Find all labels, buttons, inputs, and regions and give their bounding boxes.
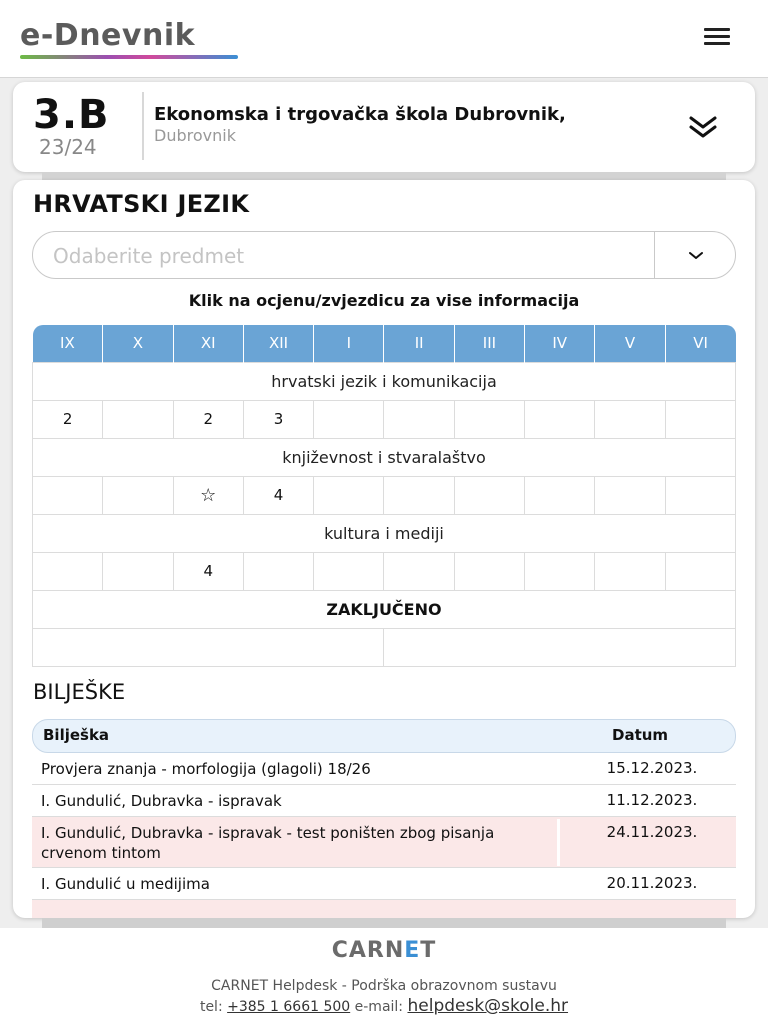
note-separator [557,819,560,866]
closed-value-cell [384,628,736,666]
school-city: Dubrovnik [154,126,236,145]
grade-cell [103,476,173,514]
category-label: književnost i stvaralaštvo [33,438,736,476]
logo[interactable]: e-Dnevnik [20,18,196,53]
closed-row [33,590,736,628]
double-chevron-down-icon[interactable] [685,112,721,142]
tel-label: tel: [199,999,223,1015]
carnet-logo-pre: CARN [331,938,405,963]
note-text: Provjera znanja - morfologija (glagoli) 18/26 [41,760,371,778]
month-header: X [103,325,173,362]
grade-cell [595,400,665,438]
contact-line [0,996,768,1016]
card-stack-strip-bottom [42,918,726,928]
hamburger-menu-icon[interactable] [704,28,732,50]
note-row[interactable] [32,817,736,868]
grade-cell [665,476,735,514]
subject-select[interactable] [32,231,736,279]
school-name: Ekonomska i trgovačka škola Dubrovnik, [154,104,566,125]
note-row[interactable] [32,868,736,900]
month-header: IX [33,325,103,362]
closed-values-row [33,628,736,666]
month-header: VI [665,325,735,362]
category-label: kultura i mediji [33,514,736,552]
closed-value-cell [33,628,384,666]
grade-cell [665,552,735,590]
select-placeholder: Odaberite predmet [53,244,245,268]
grades-table [32,325,736,667]
logo-underline [20,55,238,59]
carnet-logo[interactable] [0,938,768,963]
carnet-logo-accent: E [404,938,421,963]
note-date: 11.12.2023. [606,791,698,809]
grade-cell [384,552,454,590]
month-header: II [384,325,454,362]
month-header: IV [525,325,595,362]
grade-cell [314,476,384,514]
notes-col-date: Datum [612,726,669,744]
note-date: 15.12.2023. [606,759,698,777]
subject-title: HRVATSKI JEZIK [33,190,250,218]
note-row-partial [32,900,736,918]
top-bar [0,0,768,78]
grade-cell [525,552,595,590]
subject-card [13,180,755,918]
grade-cell [454,476,524,514]
grade-cell [595,476,665,514]
star-icon[interactable]: ☆ [173,476,243,514]
grade-cell[interactable]: 2 [33,400,103,438]
grade-cell [384,400,454,438]
note-text: I. Gundulić u medijima [41,875,210,893]
grade-cell [384,476,454,514]
chevron-down-icon[interactable] [685,248,707,262]
grade-cell [314,552,384,590]
category-row [33,514,736,552]
class-divider [142,92,144,160]
grade-cell [595,552,665,590]
grade-cell[interactable]: 3 [243,400,313,438]
email-label: e-mail: [354,999,404,1015]
grade-row [33,552,736,590]
email-link[interactable]: helpdesk@skole.hr [407,996,569,1016]
grade-row [33,476,736,514]
notes-header [32,719,736,753]
select-divider [654,232,655,278]
month-header: XI [173,325,243,362]
month-header: III [454,325,524,362]
category-row [33,438,736,476]
month-header: XII [243,325,313,362]
category-label: hrvatski jezik i komunikacija [33,362,736,400]
notes-title: BILJEŠKE [33,680,126,704]
class-card[interactable] [13,82,755,172]
grade-cell [454,400,524,438]
carnet-logo-post: T [420,938,437,963]
class-name: 3.B [33,92,110,138]
card-stack-strip [42,172,726,180]
note-date: 20.11.2023. [606,874,698,892]
grade-cell [33,476,103,514]
grades-hint: Klik na ocjenu/zvjezdicu za vise informacija [188,291,580,310]
note-row[interactable] [32,785,736,817]
grade-cell [103,400,173,438]
grade-cell [665,400,735,438]
grade-cell [243,552,313,590]
grade-row [33,400,736,438]
closed-label: ZAKLJUČENO [33,590,736,628]
grade-cell [314,400,384,438]
grade-cell[interactable]: 2 [173,400,243,438]
helpdesk-text: CARNET Helpdesk - Podrška obrazovnom sustavu [211,978,557,994]
category-row [33,362,736,400]
grade-cell [103,552,173,590]
footer [0,928,768,1024]
note-row[interactable] [32,753,736,785]
grade-cell[interactable]: 4 [243,476,313,514]
month-header: V [595,325,665,362]
grade-cell[interactable]: 4 [173,552,243,590]
grade-cell [33,552,103,590]
months-header-row [33,325,736,362]
note-date: 24.11.2023. [606,823,698,841]
tel-link[interactable]: +385 1 6661 500 [227,999,351,1015]
note-text: I. Gundulić, Dubravka - ispravak [41,792,282,810]
notes-col-note: Bilješka [43,726,110,744]
grade-cell [454,552,524,590]
note-text: I. Gundulić, Dubravka - ispravak - test poništen zbog pisanja crvenom tintom [41,824,495,862]
grade-cell [525,476,595,514]
month-header: I [314,325,384,362]
school-year: 23/24 [39,135,97,159]
grade-cell [525,400,595,438]
